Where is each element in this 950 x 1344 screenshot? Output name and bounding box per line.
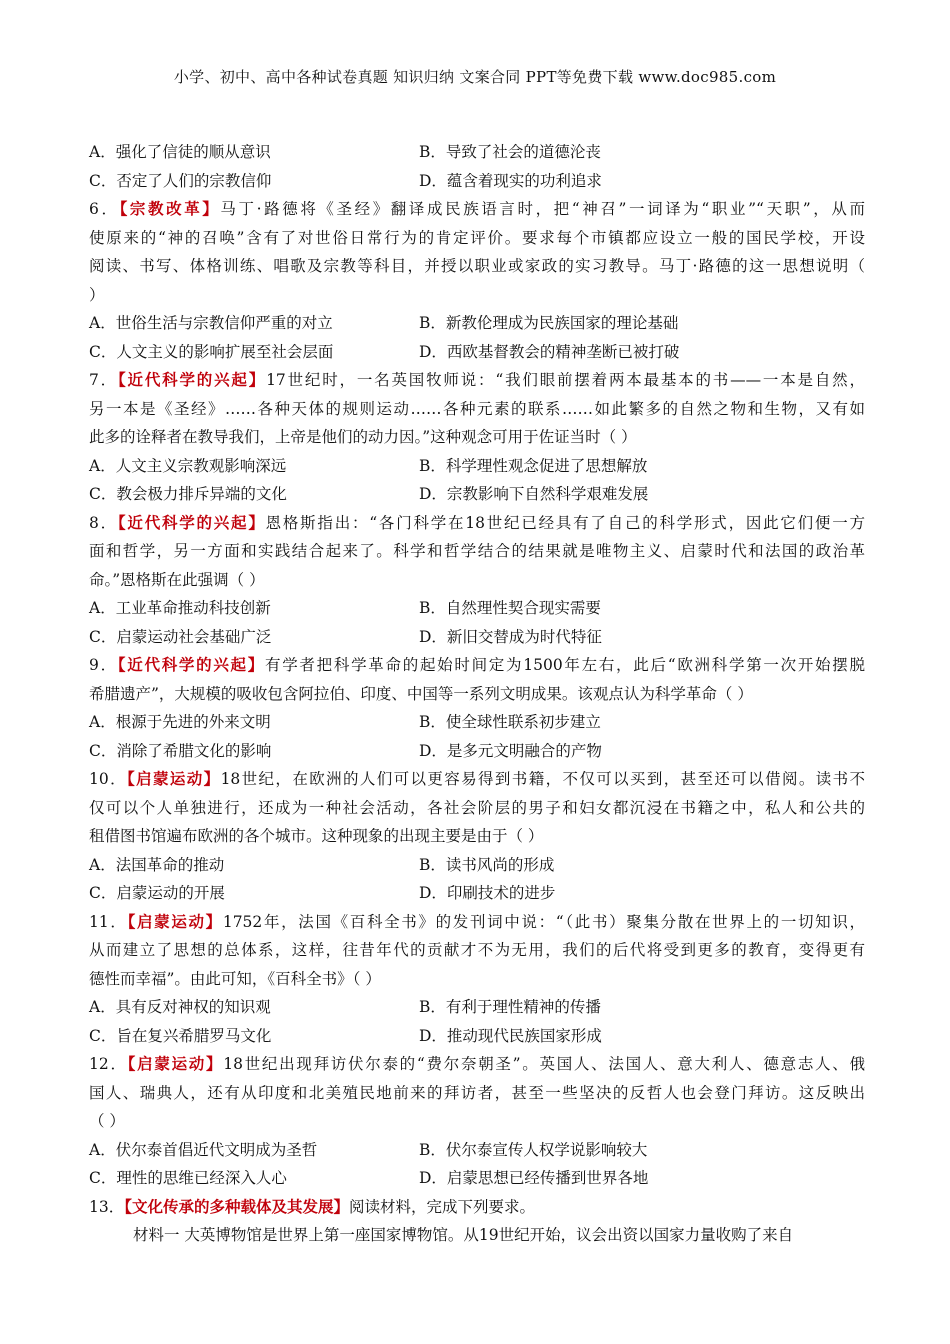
- q9-stem-line1: [89, 651, 865, 680]
- q13-number: 13．: [89, 1197, 125, 1216]
- q12-option-a: A．伏尔泰首倡近代文明成为圣哲: [89, 1140, 318, 1159]
- q7-option-b: B．科学理性观念促进了思想解放: [419, 456, 648, 475]
- q7-topic-tag: 【近代科学的兴起】: [118, 370, 267, 389]
- q10-option-a: A．法国革命的推动: [89, 855, 225, 874]
- q13-topic-tag: 【文化传承的多种载体及其发展】: [124, 1196, 349, 1216]
- q11-stem-line1: [89, 908, 865, 937]
- q11-option-a: A．具有反对神权的知识观: [89, 998, 271, 1016]
- q8-option-b: B．自然理性契合现实需要: [419, 599, 601, 617]
- q9-options-row2: [89, 737, 865, 766]
- q8-stem-line1: [89, 509, 865, 538]
- exam-content: [89, 138, 865, 1250]
- q10-topic-tag: 【启蒙运动】: [127, 769, 221, 788]
- q9-option-d: D．是多元文明融合的产物: [419, 741, 602, 760]
- q9-topic-tag: 【近代科学的兴起】: [117, 655, 265, 674]
- q11-options-row1: [89, 993, 865, 1022]
- q11-text: 1752年，法国《百科全书》的发刊词中说：“（此书）聚集分散在世界上的一切知识，: [222, 912, 865, 931]
- q11-stem-line2: 从而建立了思想的总体系，这样，往昔年代的贡献才不为无用，我们的后代将受到更多的教育，变得更有: [89, 941, 865, 959]
- q12-options-row1: [89, 1136, 865, 1165]
- q8-option-d: D．新旧交替成为时代特征: [419, 627, 602, 646]
- q6-topic-tag: 【宗教改革】: [119, 199, 221, 218]
- q8-text: 恩格斯指出：“各门科学在18世纪已经具有了自己的科学形式，因此它们便一方: [265, 513, 865, 532]
- q6-stem-line1: [89, 195, 865, 224]
- q12-topic-tag: 【启蒙运动】: [127, 1054, 224, 1073]
- q10-option-c: C．启蒙运动的开展: [89, 884, 225, 902]
- q12-stem-line3: （ ）: [89, 1112, 125, 1130]
- q10-stem-line3: 租借图书馆遍布欧洲的各个城市。这种现象的出现主要是由于（ ）: [89, 827, 544, 845]
- q7-option-d: D．宗教影响下自然科学艰难发展: [419, 485, 649, 503]
- q6-option-a: A．世俗生活与宗教信仰严重的对立: [89, 314, 333, 332]
- q8-option-a: A．工业革命推动科技创新: [89, 599, 271, 617]
- q12-stem-line1: [89, 1050, 865, 1079]
- q11-stem-line3: 德性而幸福”。由此可知，《百科全书》（ ）: [89, 969, 381, 988]
- q10-options-row1: [89, 851, 865, 880]
- q11-topic-tag: 【启蒙运动】: [127, 911, 223, 931]
- q7-stem-line3: 此多的诠释者在教导我们，上帝是他们的动力因。”这种观念可用于佐证当时（ ）: [89, 428, 637, 446]
- q9-option-c: C．消除了希腊文化的影响: [89, 741, 272, 760]
- q6-option-d: D．西欧基督教会的精神垄断已被打破: [419, 342, 680, 361]
- q8-stem-line3: 命。”恩格斯在此强调（ ）: [89, 570, 265, 589]
- q10-text: 18世纪，在欧洲的人们可以更容易得到书籍，不仅可以买到，甚至还可以借阅。读书不: [220, 770, 865, 788]
- q7-text: 17世纪时，一名英国牧师说：“我们眼前摆着两本最基本的书——一本是自然，: [266, 371, 865, 389]
- q6-option-b: B．新教伦理成为民族国家的理论基础: [419, 314, 679, 332]
- q5-options-row1: [89, 138, 865, 167]
- q11-options-row2: [89, 1022, 865, 1051]
- q9-number: 9．: [89, 656, 118, 674]
- q12-option-d: D．启蒙思想已经传播到世界各地: [419, 1169, 649, 1187]
- q12-number: 12．: [89, 1055, 128, 1073]
- q9-options-row1: [89, 708, 865, 737]
- q10-option-b: B．读书风尚的形成: [419, 855, 555, 874]
- q10-options-row2: [89, 879, 865, 908]
- q8-options-row2: [89, 623, 865, 652]
- q6-stem-line2: 使原来的“神的召唤”含有了对世俗日常行为的肯定评价。要求每个市镇都应设立一般的国民学校，开设: [89, 228, 865, 247]
- q6-stem-line4: ）: [89, 285, 105, 304]
- q10-stem-line1: [89, 765, 865, 794]
- q13-text: 阅读材料，完成下列要求。: [349, 1197, 536, 1216]
- q12-option-b: B．伏尔泰宣传人权学说影响较大: [419, 1140, 648, 1159]
- q7-stem-line1: [89, 366, 865, 395]
- q10-stem-line2: 仅可以个人单独进行，还成为一种社会活动，各社会阶层的男子和妇女都沉浸在书籍之中，私人和公共的: [89, 798, 865, 817]
- q7-options-row2: [89, 480, 865, 509]
- q6-options-row2: [89, 338, 865, 367]
- q9-option-a: A．根源于先进的外来文明: [89, 713, 271, 731]
- q6-options-row1: [89, 309, 865, 338]
- q5-option-a: A．强化了信徒的顺从意识: [89, 143, 271, 161]
- q8-number: 8．: [89, 513, 118, 532]
- q6-number: 6．: [89, 200, 120, 218]
- q13-material-one: 材料一 大英博物馆是世界上第一座国家博物馆。从19世纪开始，议会出资以国家力量收购了来自: [133, 1226, 794, 1244]
- q12-options-row2: [89, 1164, 865, 1193]
- q7-number: 7．: [89, 371, 118, 389]
- q12-stem-line2: 国人、瑞典人，还有从印度和北美殖民地前来的拜访者，甚至一些坚决的反哲人也会登门拜访。这反映出: [89, 1083, 865, 1102]
- q8-stem-line2: 面和哲学，另一方面和实践结合起来了。科学和哲学结合的结果就是唯物主义、启蒙时代和法国的政治革: [89, 542, 865, 560]
- q5-option-c: C．否定了人们的宗教信仰: [89, 171, 272, 190]
- q6-option-c: C．人文主义的影响扩展至社会层面: [89, 342, 334, 361]
- q12-option-c: C．理性的思维已经深入人心: [89, 1169, 287, 1187]
- q5-option-b: B．导致了社会的道德沦丧: [419, 143, 601, 161]
- q9-stem-line2: 希腊遗产”，大规模的吸收包含阿拉伯、印度、中国等一系列文明成果。该观点认为科学革命（ ）: [89, 684, 753, 703]
- q11-option-b: B．有利于理性精神的传播: [419, 998, 601, 1016]
- q8-topic-tag: 【近代科学的兴起】: [117, 512, 266, 532]
- page-header: 小学、初中、高中各种试卷真题 知识归纳 文案合同 PPT等免费下载 www.doc985.com: [173, 68, 777, 86]
- q12-text: 18世纪出现拜访伏尔泰的“费尔奈朝圣”。英国人、法国人、意大利人、德意志人、俄: [223, 1055, 865, 1073]
- q8-option-c: C．启蒙运动社会基础广泛: [89, 627, 272, 646]
- q9-option-b: B．使全球性联系初步建立: [419, 713, 601, 731]
- q7-option-c: C．教会极力排斥异端的文化: [89, 485, 287, 503]
- q10-number: 10．: [89, 770, 127, 788]
- q11-number: 11．: [89, 912, 128, 931]
- q7-stem-line2: 另一本是《圣经》……各种天体的规则运动……各种元素的联系……如此繁多的自然之物和生物，又有如: [89, 399, 865, 418]
- q11-option-c: C．旨在复兴希腊罗马文化: [89, 1026, 272, 1045]
- q5-option-d: D．蕴含着现实的功利追求: [419, 171, 602, 190]
- q6-text: 马丁·路德将《圣经》翻译成民族语言时，把“神召”一词译为“职业”“天职”，从而: [220, 200, 865, 218]
- q7-option-a: A．人文主义宗教观影响深远: [89, 456, 287, 475]
- q7-options-row1: [89, 452, 865, 481]
- q13-stem-line1: [89, 1193, 865, 1222]
- q5-options-row2: [89, 167, 865, 196]
- q6-stem-line3: 阅读、书写、体格训练、唱歌及宗教等科目，并授以职业或家政的实习教导。马丁·路德的这一思想说明（: [89, 257, 865, 275]
- q8-options-row1: [89, 594, 865, 623]
- q10-option-d: D．印刷技术的进步: [419, 884, 556, 902]
- q11-option-d: D．推动现代民族国家形成: [419, 1026, 602, 1045]
- q9-text: 有学者把科学革命的起始时间定为1500年左右，此后“欧洲科学第一次开始摆脱: [265, 656, 865, 674]
